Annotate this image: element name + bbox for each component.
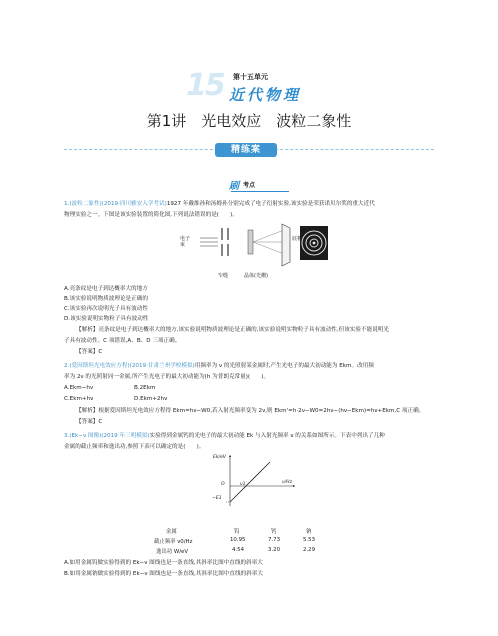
graph-y-label: Ek/eV [213, 455, 227, 460]
q2-line2: 率为 2ν 的光照射同一金属,所产生光电子的最大初动能为(h 为普朗克常量)( )。 [64, 374, 270, 380]
table-cell: 2.29 [303, 547, 316, 553]
q1-answer: 【答案】C [76, 349, 103, 355]
table-cell: 4.54 [232, 547, 245, 553]
q1-analysis-line2: 子具有波动性。C 项错误,A、B、D 三项正确。 [64, 338, 181, 344]
q2-option-b: B.2Ekm [134, 385, 156, 391]
table-header-calcium: 钙 [271, 529, 277, 535]
diffraction-rays [253, 230, 284, 254]
q1-option-a: A.亮条纹是电子到达概率大的地方 [64, 286, 148, 292]
unit-title: 近代物理 [229, 86, 302, 104]
q3-tag: (Ek−ν 图像)(2019 年三明模拟) [69, 433, 150, 439]
label-crystal: 晶体(光栅) [244, 273, 268, 279]
section-rule [231, 191, 289, 192]
q3-option-a: A.如用金属钨做实验得到的 Ek−ν 图线也是一条直线,其斜率比图中直线的斜率大 [64, 560, 263, 566]
graph-x-mark: ν1 [240, 482, 246, 487]
graph-x-label: ν/Hz [282, 480, 292, 485]
q3-option-b: B.如用金属钠做实验得到的 Ek−ν 图线也是一条直线,其斜率比图中直线的斜率大 [64, 571, 263, 577]
table-cell: 7.73 [268, 537, 281, 543]
q3-line2: 金属的截止频率和逸出功,参照下表可以确定的是( )。 [64, 444, 205, 450]
q3-text1: 实验得到金属钙的光电子的最大初动能 Ek 与入射光频率 ν 的关系如图所示。下表中列出了几种 [149, 433, 385, 439]
q2-tag: (爱因斯坦光电效应方程)(2019·甘肃兰州学校模拟) [69, 363, 195, 369]
table-cell: 10.95 [230, 537, 246, 543]
table-header-metal: 金属 [166, 529, 177, 535]
screen [282, 224, 290, 266]
banner: 精练案 [215, 143, 277, 157]
q3-line1 [64, 433, 385, 440]
q2-answer: 【答案】C [76, 419, 103, 425]
crystal [248, 230, 253, 254]
q1-tag: (波粒二象性)(2019·四川雅安入学考试) [69, 201, 167, 207]
q1-option-b: B.该实验说明物质波理论是正确的 [64, 296, 148, 302]
q2-analysis: 【解析】根据爱因斯坦光电效应方程得 Ekm=hν−W0,若入射光频率变为 2ν,则 Ekm'=h·2ν−W0=2hν−(hν−Ekm)=hν+Ekm,C 项正确。 [76, 408, 425, 414]
section-label: 考点 [243, 182, 256, 189]
ek-line [230, 462, 270, 502]
table-cell: 5.53 [303, 537, 316, 543]
diffraction-rings [300, 226, 328, 260]
label-screen: 底板 [292, 236, 303, 242]
q1-number: 1. [64, 201, 70, 207]
unit-number: 15 [186, 68, 224, 103]
q2-option-c: C.Ekm+hν [64, 396, 94, 402]
q2-number: 2. [64, 363, 70, 369]
q1-line1 [64, 201, 375, 208]
q3-number: 3. [64, 433, 70, 439]
q2-line1 [64, 363, 374, 370]
q1-option-d: D.该实验说明实物粒子具有波动性 [64, 316, 149, 322]
q2-text1: 用频率为 ν 的光照射某金属时,产生光电子的最大初动能为 Ekm。改用频 [194, 363, 374, 369]
label-slit: 窄缝 [218, 273, 229, 279]
section-icon: 刷 [229, 181, 239, 192]
table-row-label: 逸出功 W/eV [156, 549, 189, 555]
lesson-title: 第1讲 光电效应 波粒二象性 [146, 112, 352, 130]
table-header-tungsten: 钨 [234, 529, 240, 535]
slit-plates [222, 228, 228, 256]
q1-option-c: C.该实验再次说明光子具有波动性 [64, 306, 148, 312]
label-source: 电子束 [180, 236, 191, 248]
q2-option-d: D.Ekm+2hν [134, 396, 168, 402]
source-arrows [200, 238, 218, 246]
q1-line2: 物理实验之一。下图是该实验装置的简化图,下列说法错误的是( )。 [64, 212, 238, 218]
electron-diffraction-figure [178, 220, 328, 278]
q1-text1: 1927 年戴维孙和汤姆孙分别完成了电子衍射实验,该实验是荣获诺贝尔奖的重大近代 [166, 201, 375, 207]
table-row-label: 截止频率 ν0/Hz [154, 539, 193, 545]
q1-analysis-line1: 【解析】亮条纹是电子到达概率大的地方,该实验说明物质波理论是正确的,该实验说明实物粒子具有波动性,但该实验不能说明光 [76, 327, 389, 333]
graph-y-mark: −E1 [212, 496, 222, 501]
q2-option-a: A.Ekm−hν [64, 385, 94, 391]
table-cell: 3.20 [268, 547, 281, 553]
graph-origin: O [221, 482, 225, 487]
table-header-sodium: 钠 [306, 529, 312, 535]
unit-label: 第十五单元 [233, 73, 268, 81]
